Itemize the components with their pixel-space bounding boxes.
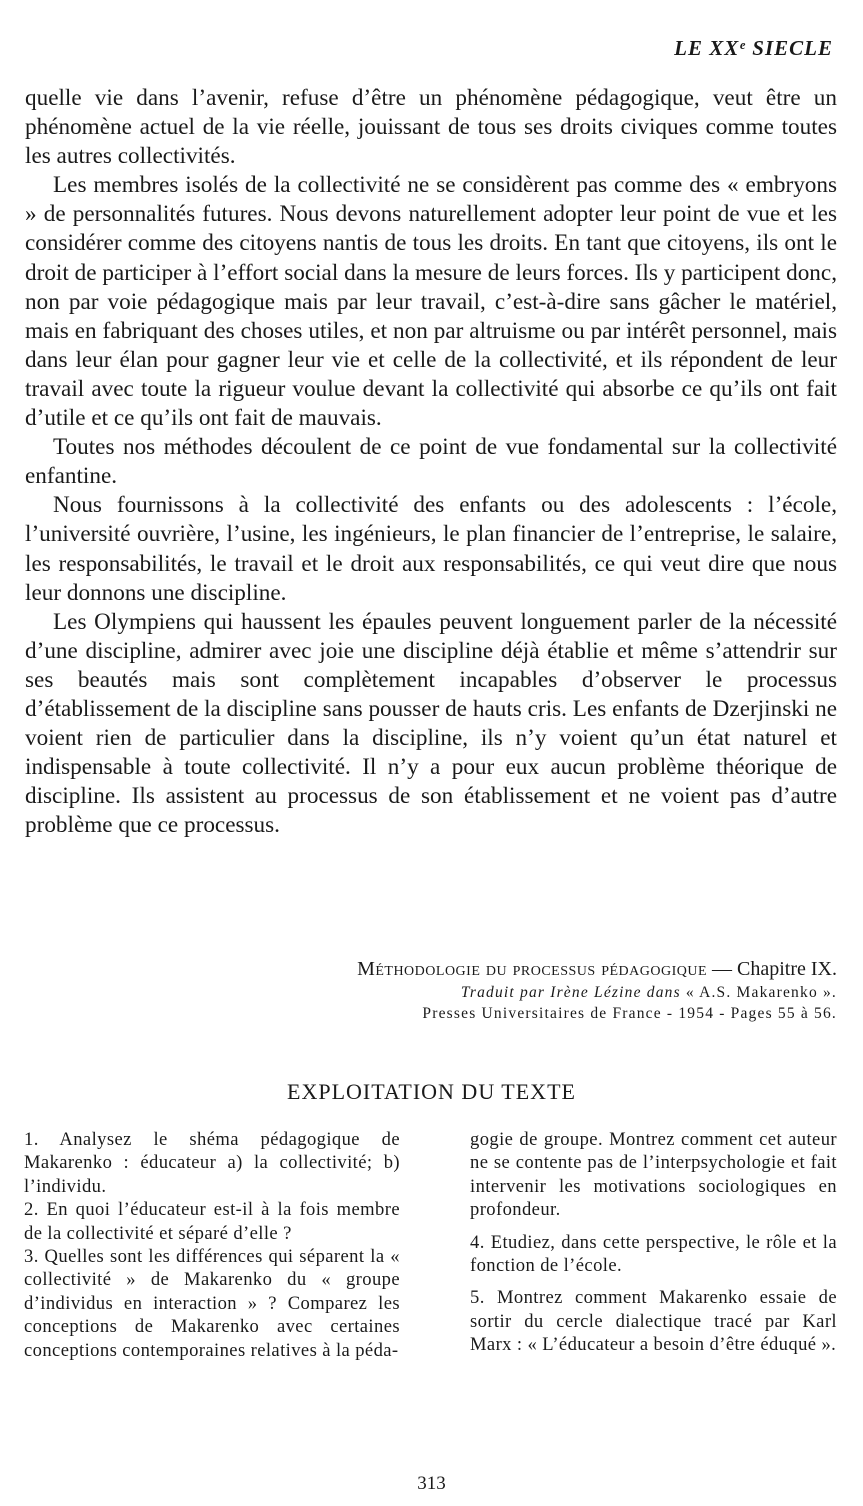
citation-translator: Traduit par Irène Lézine dans — [460, 984, 681, 1001]
main-text — [25, 84, 837, 840]
page-number: 313 — [417, 1473, 446, 1494]
question-item: 1. Analysez le shéma pédagogique de Makarenko : éducateur a) la collectivité; b) l’individu. — [24, 1129, 400, 1197]
section-title: EXPLOITATION DU TEXTE — [287, 1079, 576, 1104]
paragraph: Nous fournissons à la collectivité des enfants ou des adolescents : l’école, l’université ouvrière, l’usine, les ingénieurs, le plan financier de l’entreprise, le salaire, les responsabilités, le travail et le droit aux responsabilités, ce qui veut dire que nous leur donnons une discipline. — [25, 492, 837, 606]
source-citation — [137, 956, 837, 1024]
question-item: 4. Etudiez, dans cette perspective, le rôle et la fonction de l’école. — [470, 1231, 837, 1277]
citation-work-title: Méthodologie du processus pédagogique — [357, 958, 708, 980]
question-item: gogie de groupe. Montrez comment cet auteur ne se contente pas de l’interpsychologie et fait intervenir les motivations sociologiques en profondeur. — [470, 1129, 837, 1221]
question-item: 5. Montrez comment Makarenko essaie de sortir du cercle dialectique tracé par Karl Marx : « L’éducateur a besoin d’être éduqué ». — [470, 1287, 837, 1356]
paragraph: Les Olympiens qui haussent les épaules peuvent longuement parler de la nécessité d’une discipline, admirer avec joie une discipline déjà établie et même s’attendrir sur ses beautés mais sont complètement incapables d’observer le processus d’établissement de la discipline sans pousser de hauts cris. Les enfants de Dzerjinski ne voient rien de particulier dans la discipline, ils n’y voient qu’un état naturel et indispensable à toute collectivité. Il n’y a pour eux aucun problème théorique de discipline. Ils assistent au processus de son établissement et ne voient pas d’autre problème que ce processus. — [25, 608, 837, 839]
citation-source-title: « A.S. Makarenko ». — [685, 984, 837, 1001]
questions-left-column — [24, 1128, 400, 1362]
questions-right-column — [470, 1128, 837, 1357]
paragraph: Les membres isolés de la collectivité ne se considèrent pas comme des « embryons » de personnalités futures. Nous devons naturellement adopter leur point de vue et les considérer comme des citoyens nantis de tous les droits. En tant que citoyens, ils ont le droit de participer à l’effort social dans la mesure de leurs forces. Ils y participent donc, non par voie pédagogique mais par leur travail, c’est-à-dire sans gâcher le matériel, mais en fabriquant des choses utiles, et non par altruisme ou par intérêt personnel, mais dans leur élan pour gagner leur vie et celle de la collectivité, et ils répondent de leur travail avec toute la rigueur voulue devant la collectivité qui absorbe ce qu’ils ont fait d’utile et ce qu’ils ont fait de mauvais. — [25, 172, 837, 432]
citation-publisher: Presses Universitaires de France - 1954 - Pages 55 à 56. — [422, 1005, 837, 1022]
paragraph: quelle vie dans l’avenir, refuse d’être un phénomène pédagogique, veut être un phénomène actuel de la vie réelle, jouissant de tous ses droits civiques comme toutes les autres collectivités. — [25, 85, 837, 170]
question-item: 2. En quoi l’éducateur est-il à la fois membre de la collectivité et séparé d’elle ? — [24, 1199, 400, 1244]
running-head: LE XXᵉ SIECLE — [674, 36, 833, 60]
question-item: 3. Quelles sont les différences qui séparent la « collectivité » de Makarenko du « groupe d’individus en interaction » ? Comparez les conceptions de Makarenko avec certaines conceptions contemporaines relatives à la péda- — [24, 1246, 400, 1361]
paragraph: Toutes nos méthodes découlent de ce point de vue fondamental sur la collectivité enfantine. — [25, 434, 837, 490]
citation-chapter: — Chapitre IX. — [712, 958, 837, 980]
